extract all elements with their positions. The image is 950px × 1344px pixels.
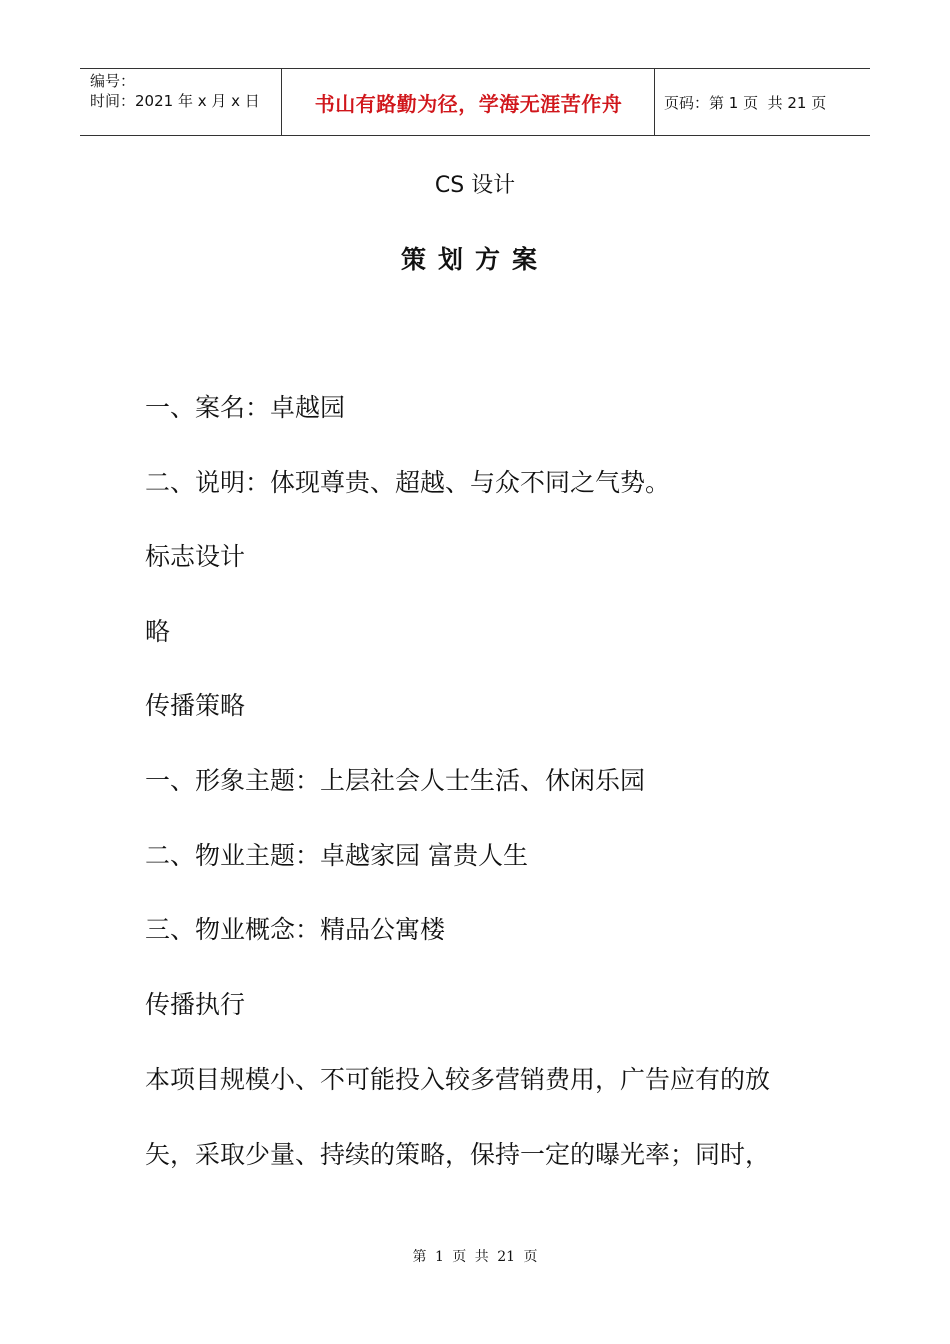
document-subtitle: 策划方案 [400, 245, 549, 274]
header-page-info [664, 69, 826, 135]
body-line: 二、物业主题：卓越家园 富贵人生 [145, 841, 528, 870]
page-header [80, 68, 870, 136]
body-line: 本项目规模小、不可能投入较多营销费用，广告应有的放 [145, 1065, 771, 1094]
document-title: CS 设计 [434, 173, 516, 198]
section-heading: 传播执行 [145, 990, 246, 1019]
header-motto: 书山有路勤为径，学海无涯苦作舟 [314, 91, 623, 116]
body-line: 一、形象主题：上层社会人士生活、休闲乐园 [145, 766, 646, 795]
date-label: 时间：2021 年 x 月 x 日 [90, 92, 260, 110]
header-divider-right [654, 69, 655, 135]
page-footer: 第 1 页 共 21 页 [412, 1249, 538, 1265]
section-heading: 标志设计 [145, 542, 246, 571]
header-meta [90, 71, 260, 111]
section-heading: 传播策略 [145, 691, 246, 720]
body-line: 一、案名：卓越园 [145, 393, 346, 422]
body-line: 三、物业概念：精品公寓楼 [145, 915, 446, 944]
body-line: 略 [145, 617, 171, 646]
body-line: 二、说明：体现尊贵、超越、与众不同之气势。 [145, 468, 671, 497]
number-label: 编号： [90, 72, 136, 90]
header-page-text: 页码：第 1 页 共 21 页 [664, 93, 827, 112]
body-line: 矢，采取少量、持续的策略，保持一定的曝光率；同时， [145, 1140, 771, 1169]
header-divider-left [281, 69, 282, 135]
